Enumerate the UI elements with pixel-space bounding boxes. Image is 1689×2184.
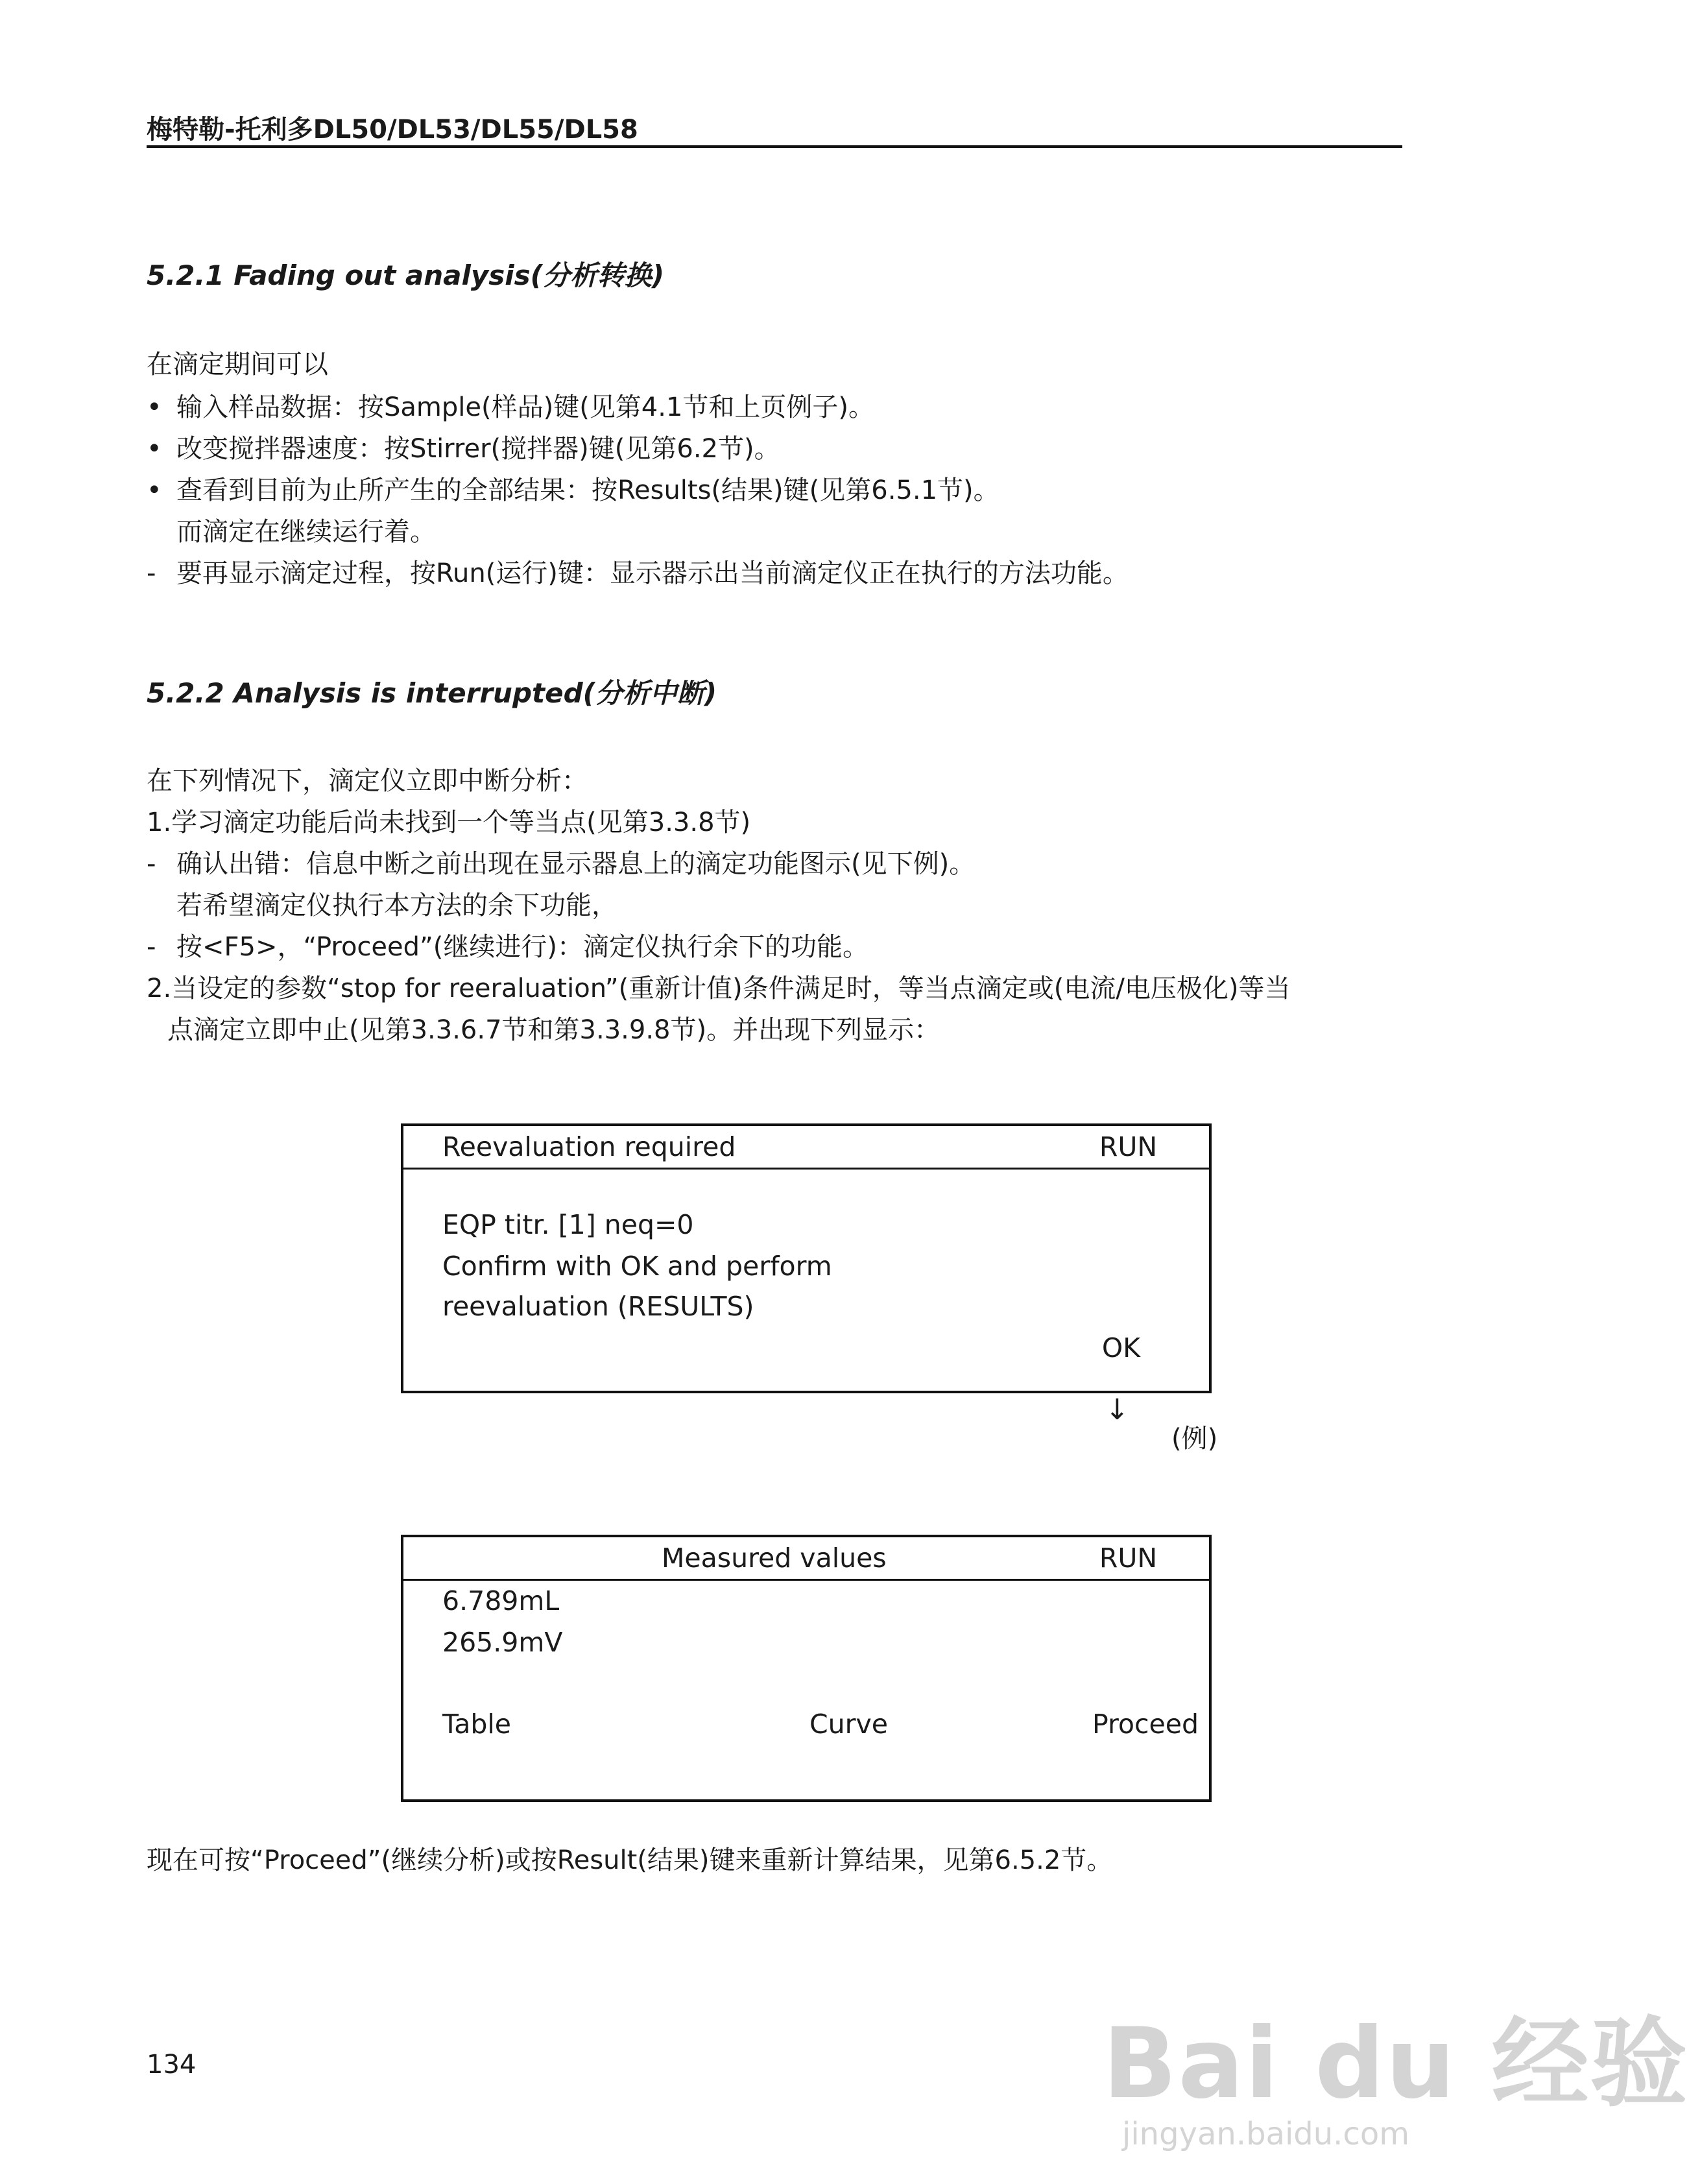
bullet-marker: • <box>147 392 162 422</box>
header-rule <box>147 145 1402 148</box>
screen-title: Reevaluation required <box>442 1131 736 1162</box>
bullet-marker: • <box>147 475 162 505</box>
softkey-proceed[interactable]: Proceed <box>1092 1709 1199 1740</box>
list-item <box>147 428 780 465</box>
running-header: 梅特勒-托利多DL50/DL53/DL55/DL58 <box>147 115 638 145</box>
dash-item-text: 确认出错：信息中断之前出现在显示器息上的滴定功能图示(见下例)。 <box>176 849 976 879</box>
case-1: 1.学习滴定功能后尚未找到一个等当点(见第3.3.8节) <box>147 808 751 837</box>
screen-message-line: EQP titr. [1] neq=0 <box>442 1209 694 1240</box>
dash-item <box>147 553 1129 590</box>
ok-softkey[interactable]: OK <box>1101 1332 1140 1363</box>
screen-title: Measured values <box>662 1542 887 1574</box>
down-arrow-icon: ↓ <box>1105 1393 1129 1426</box>
example-note: (例) <box>1171 1424 1218 1454</box>
section-5-2-1-intro: 在滴定期间可以 <box>147 350 328 379</box>
list-item-text: 查看到目前为止所产生的全部结果：按Results(结果)键(见第6.5.1节)。 <box>176 475 1000 505</box>
dash-item-text: 按<F5>，“Proceed”(继续进行)：滴定仪执行余下的功能。 <box>176 932 868 962</box>
screen-title-bar <box>403 1126 1209 1170</box>
measured-volume: 6.789mL <box>442 1585 560 1616</box>
list-continuation: 而滴定在继续运行着。 <box>176 517 436 547</box>
screen-message-line: Confirm with OK and perform <box>442 1251 832 1282</box>
bullet-marker: • <box>147 434 162 464</box>
dash-marker: - <box>147 932 156 962</box>
section-5-2-2-intro: 在下列情况下，滴定仪立即中断分析： <box>147 766 588 796</box>
screen-message-line: reevaluation (RESULTS) <box>442 1291 754 1322</box>
section-5-2-1-heading: 5.2.1 Fading out analysis(分析转换) <box>147 259 665 291</box>
list-item-text: 输入样品数据：按Sample(样品)键(见第4.1节和上页例子)。 <box>176 392 875 422</box>
run-status: RUN <box>1099 1131 1157 1162</box>
watermark-brand: Bai du 经验 <box>1103 2008 1689 2120</box>
softkey-table[interactable]: Table <box>442 1709 512 1740</box>
list-item <box>147 470 1000 507</box>
closing-paragraph: 现在可按“Proceed”(继续分析)或按Result(结果)键来重新计算结果，见第6.5.2节。 <box>147 1845 1113 1875</box>
measured-potential: 265.9mV <box>442 1627 563 1658</box>
page-number: 134 <box>147 2050 197 2080</box>
screen-title-bar <box>403 1537 1209 1581</box>
list-item <box>147 387 874 424</box>
dash-item <box>147 926 868 963</box>
list-item-text: 改变搅拌器速度：按Stirrer(搅拌器)键(见第6.2节)。 <box>176 434 780 464</box>
dash-marker: - <box>147 558 156 588</box>
case-2-line-1: 2.当设定的参数“stop for reeraluation”(重新计值)条件满足时，等当点滴定或(电流/电压极化)等当 <box>147 974 1291 1003</box>
dash-item <box>147 843 975 880</box>
dash-marker: - <box>147 849 156 879</box>
dash-item-text: 要再显示滴定过程，按Run(运行)键：显示器示出当前滴定仪正在执行的方法功能。 <box>176 558 1129 588</box>
dash-continuation: 若希望滴定仪执行本方法的余下功能， <box>176 891 617 920</box>
section-5-2-2-heading: 5.2.2 Analysis is interrupted(分析中断) <box>147 677 717 709</box>
baidu-watermark <box>1103 1985 1689 2152</box>
display-screen-reevaluation <box>401 1123 1212 1393</box>
display-screen-measured-values <box>401 1535 1212 1802</box>
run-status: RUN <box>1099 1542 1157 1574</box>
case-2-line-2: 点滴定立即中止(见第3.3.6.7节和第3.3.9.8节)。并出现下列显示： <box>167 1015 940 1045</box>
watermark-url: jingyan.baidu.com <box>1122 2116 1409 2152</box>
softkey-curve[interactable]: Curve <box>809 1709 888 1740</box>
